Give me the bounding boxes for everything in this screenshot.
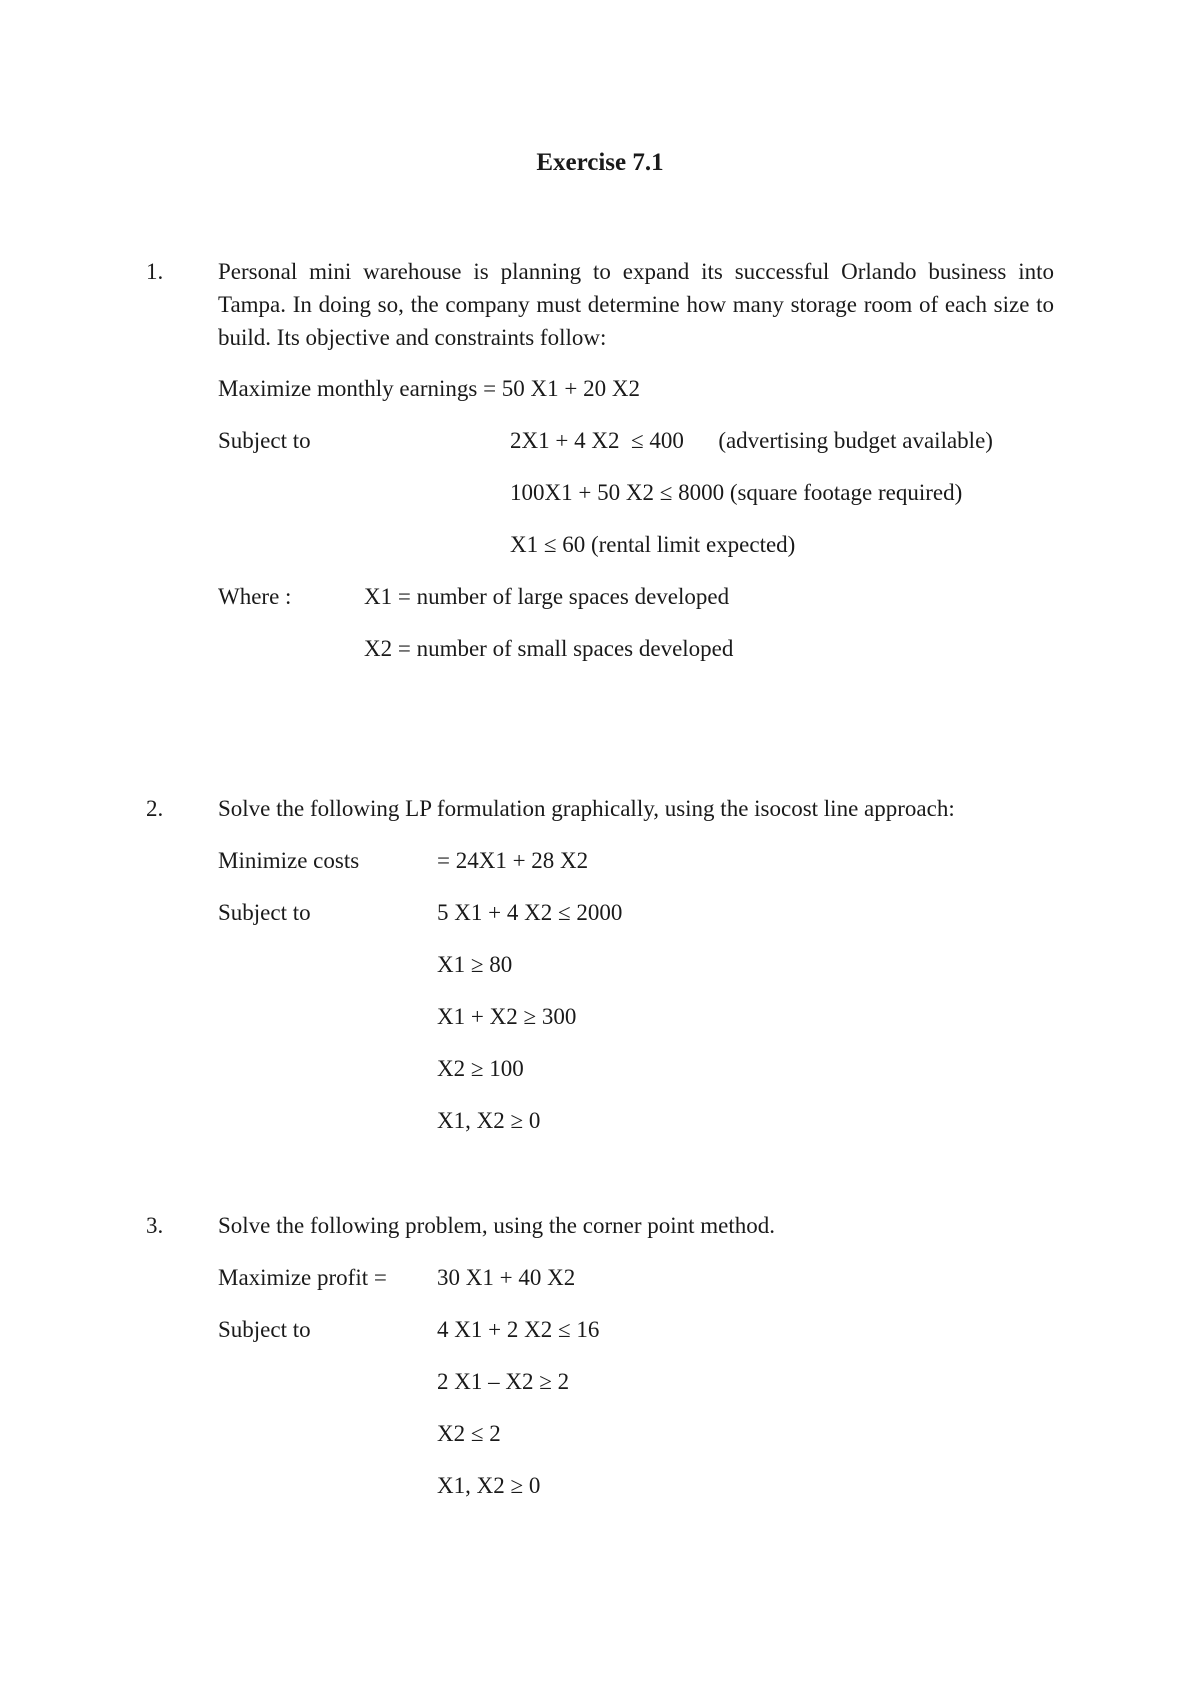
constraint: X1, X2 ≥ 0 — [437, 1108, 541, 1133]
constraint: 2 X1 – X2 ≥ 2 — [437, 1369, 570, 1394]
question-number: 3. — [146, 1213, 164, 1238]
subject-to-label: Subject to — [218, 428, 311, 453]
document-title: Exercise 7.1 — [536, 149, 664, 176]
constraint: X2 ≥ 100 — [437, 1056, 524, 1081]
constraint: X1 ≤ 60 (rental limit expected) — [510, 532, 796, 557]
subject-to-label: Subject to — [218, 900, 311, 925]
objective-label: Minimize costs — [218, 848, 360, 873]
question-text: Solve the following LP formulation graphically, using the isocost line approach: — [218, 796, 955, 821]
constraint: 2X1 + 4 X2 ≤ 400 (advertising budget available) — [510, 428, 993, 453]
question-number: 1. — [146, 259, 164, 284]
question-number: 2. — [146, 796, 164, 821]
constraint: X1 ≥ 80 — [437, 952, 513, 977]
constraint: 4 X1 + 2 X2 ≤ 16 — [437, 1317, 600, 1342]
objective-function: Maximize monthly earnings = 50 X1 + 20 X2 — [218, 376, 640, 401]
question-text: Personal mini warehouse is planning to expand its successful Orlando business into Tampa. In doing so, the company must determine how many storage room of each size to build. Its objective and constraints follow: — [218, 259, 1054, 350]
objective-label: Maximize profit = — [218, 1265, 387, 1290]
subject-to-label: Subject to — [218, 1317, 311, 1342]
constraint: 5 X1 + 4 X2 ≤ 2000 — [437, 900, 623, 925]
question-text: Solve the following problem, using the corner point method. — [218, 1213, 776, 1238]
variable-definition: X1 = number of large spaces developed — [364, 584, 730, 609]
variable-definition: X2 = number of small spaces developed — [364, 636, 734, 661]
constraint: 100X1 + 50 X2 ≤ 8000 (square footage required) — [510, 480, 963, 505]
constraint: X2 ≤ 2 — [437, 1421, 501, 1446]
constraint: X1 + X2 ≥ 300 — [437, 1004, 577, 1029]
objective-function: = 24X1 + 28 X2 — [437, 848, 589, 873]
objective-function: 30 X1 + 40 X2 — [437, 1265, 576, 1290]
constraint: X1, X2 ≥ 0 — [437, 1473, 541, 1498]
where-label: Where : — [218, 584, 292, 609]
